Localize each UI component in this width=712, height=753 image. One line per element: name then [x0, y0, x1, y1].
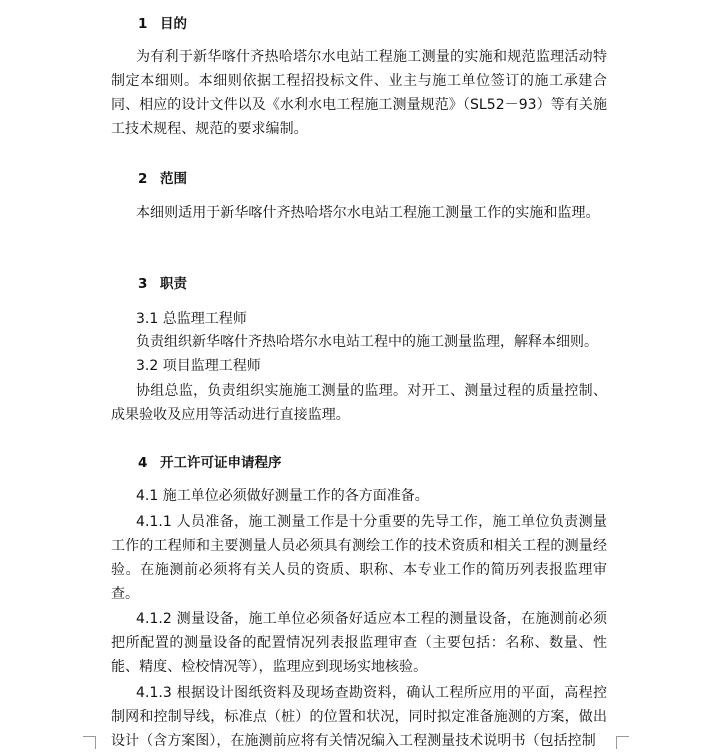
- subsection-3-1-title: 3.1 总监理工程师: [136, 311, 247, 327]
- section-2-paragraph: 本细则适用于新华喀什齐热哈塔尔水电站工程施工测量工作的实施和监理。: [136, 205, 600, 221]
- subsection-3-2-title: 3.2 项目监理工程师: [136, 358, 261, 374]
- paragraph-4-1-3: 4.1.3 根据设计图纸资料及现场查勘资料，确认工程所应用的平面，高程控制网和控制导线，标准点（桩）的位置和状况，同时拟定准备施测的方案，做出设计（含方案图），在施测前应将有关情况编入工程测量技术说明书（包括控制: [111, 685, 607, 749]
- section-1-number: 1: [138, 16, 148, 32]
- section-2-heading: [138, 169, 187, 189]
- section-4-title: 开工许可证申请程序: [160, 455, 282, 471]
- subsection-3-1-text: 负责组织新华喀什齐热哈塔尔水电站工程中的施工测量监理，解释本细则。: [136, 334, 598, 350]
- paragraph-4-1-1: 4.1.1 人员准备，施工测量工作是十分重要的先导工作，施工单位负责测量工作的工程师和主要测量人员必须具有测绘工作的技术资质和相关工程的测量经验。在施测前必须将有关人员的资质、职称、本专业工作的简历列表报监理审查。: [111, 514, 607, 602]
- paragraph-4-1: 4.1 施工单位必须做好测量工作的各方面准备。: [136, 488, 429, 504]
- section-1-paragraph: 为有利于新华喀什齐热哈塔尔水电站工程施工测量的实施和规范监理活动特制定本细则。本细则依据工程招投标文件、业主与施工单位签订的施工承建合同、相应的设计文件以及《水利水电工程施工测量规范》（SL52－93）等有关施工技术规程、规范的要求编制。: [111, 49, 607, 137]
- section-4-heading: [138, 453, 282, 473]
- section-1-title: 目的: [160, 16, 187, 32]
- section-3-number: 3: [138, 276, 148, 292]
- section-3-heading: [138, 274, 187, 294]
- section-3-title: 职责: [160, 276, 187, 292]
- section-2-number: 2: [138, 171, 148, 187]
- crop-mark-bottom-right: [616, 736, 629, 749]
- crop-mark-bottom-left: [83, 736, 96, 749]
- section-2-title: 范围: [160, 171, 187, 187]
- paragraph-4-1-2: 4.1.2 测量设备，施工单位必须备好适应本工程的测量设备，在施测前必须把所配置的测量设备的配置情况列表报监理审查（主要包括：名称、数量、性能、精度、检校情况等），监理应到现场实地核验。: [111, 611, 607, 675]
- section-1-heading: [138, 14, 187, 34]
- section-4-number: 4: [138, 455, 148, 471]
- subsection-3-2-text: 协组总监，负责组织实施施工测量的监理。对开工、测量过程的质量控制、成果验收及应用等活动进行直接监理。: [111, 383, 607, 423]
